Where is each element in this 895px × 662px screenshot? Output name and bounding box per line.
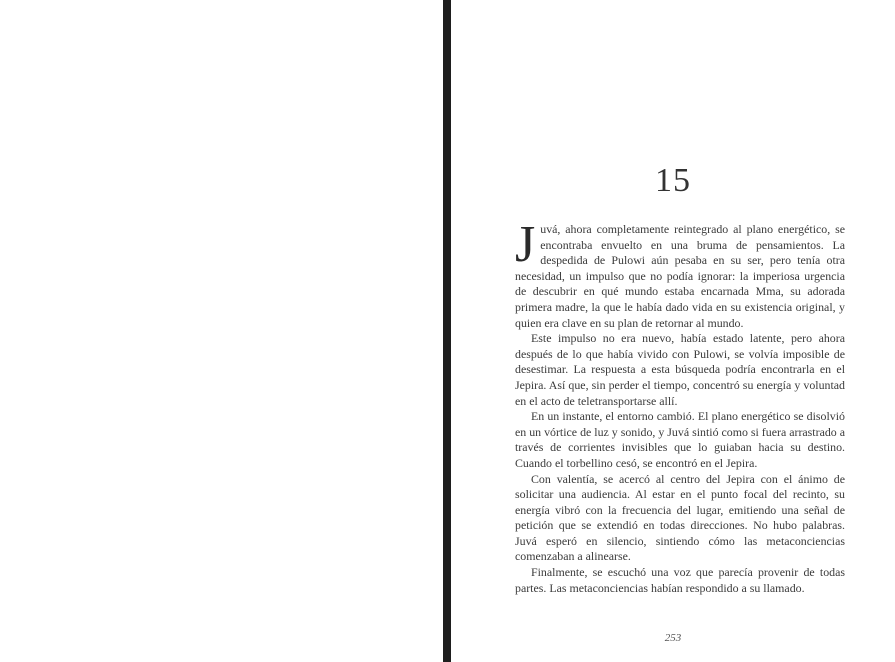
paragraph-5: Finalmente, se escuchó una voz que parecía provenir de todas partes. Las metaconciencias habían respondido a su llamado.: [515, 565, 845, 595]
book-spine: [443, 0, 451, 662]
page-number: 253: [664, 632, 682, 644]
drop-cap: J: [515, 216, 536, 273]
paragraph-3: En un instante, el entorno cambió. El plano energético se disolvió en un vórtice de luz y sonido, y Juvá sintió como si fuera arrastrado a través de corrientes invisibles que lo guiaban hacia su destino. Cuando el torbellino cesó, se encontró en el Jepira.: [515, 409, 845, 470]
chapter-body: [515, 216, 845, 596]
paragraph-2: Este impulso no era nuevo, había estado latente, pero ahora después de lo que había vivido con Pulowi, se volvía imposible de desestimar. La respuesta a esta búsqueda podría encontrarla en el Jepira. Así que, sin perder el tiempo, concentró su energía y voluntad en el acto de teletransportarse allí.: [515, 331, 845, 408]
paragraph-1: [515, 216, 845, 331]
paragraph-1-text: uvá, ahora completamente reintegrado al plano energético, se encontraba envuelto en una bruma de pensamientos. La despedida de Pulowi aún pesaba en su ser, pero tenía otra necesidad, un impulso que no podía ignorar: la imperiosa urgencia de descubrir en qué mundo estaba encarnada Mma, su adorada primera madre, la que le había dado vida en su existencia original, y quien era clave en su plan de retornar al mundo.: [515, 222, 845, 330]
right-page: [451, 0, 895, 662]
chapter-number: 15: [655, 162, 691, 199]
left-page-blank: [0, 0, 443, 662]
paragraph-4: Con valentía, se acercó al centro del Jepira con el ánimo de solicitar una audiencia. Al estar en el punto focal del recinto, su energía vibró con la frecuencia del lugar, emitiendo una señal de petición que se extendió en todas direcciones. No hubo palabras. Juvá esperó en silencio, sintiendo cómo las metaconciencias comenzaban a alinearse.: [515, 471, 845, 564]
